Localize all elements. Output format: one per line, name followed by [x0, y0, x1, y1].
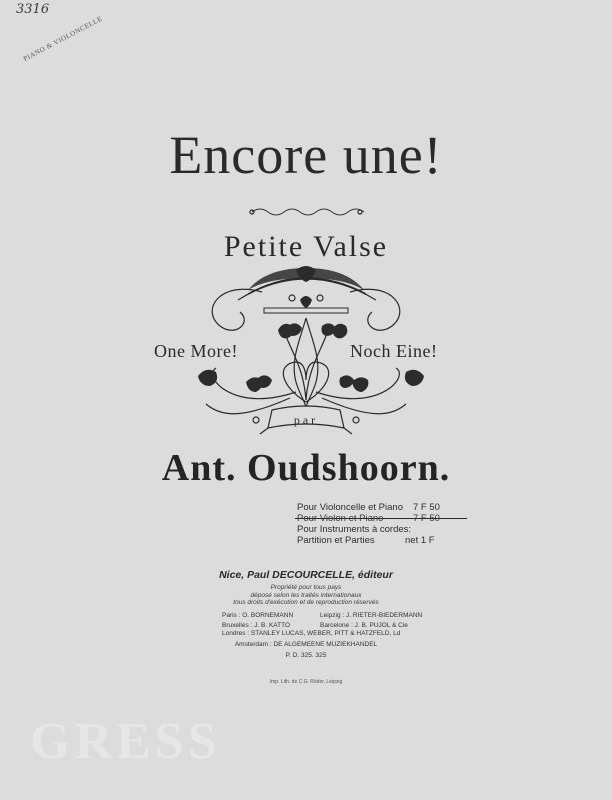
edition-row — [297, 524, 467, 535]
edition-row-struck — [297, 513, 467, 524]
english-title: One More! — [154, 341, 238, 361]
piece-title: Encore une! — [169, 125, 443, 185]
edition-label: Partition et Parties — [297, 535, 375, 546]
edition-price: net 1 F — [405, 535, 435, 546]
editions-list — [297, 502, 467, 546]
rights-line: déposé selon les traités internationaux — [250, 591, 362, 599]
amsterdam-agent: Amsterdam : DE ALGEMEENE MUZIEKHANDEL — [234, 641, 378, 648]
edition-label: Pour Violoncelle et Piano — [297, 502, 403, 513]
rights-line: Propriété pour tous pays — [270, 584, 342, 591]
strikethrough-line — [295, 518, 467, 519]
edition-price: 7 F 50 — [413, 502, 440, 513]
rights-line: tous droits d'exécution et de reproduction réservés — [233, 599, 379, 606]
agent-row — [222, 611, 472, 621]
library-stamp: PIANO & VIOLONCELLE — [22, 14, 104, 64]
agents-list — [222, 611, 472, 630]
plate-number: P. D. 325. 325 — [285, 652, 327, 659]
agent-london: Londres : STANLEY LUCAS, WEBER, PITT & HATZFELD, Ld — [222, 630, 401, 637]
german-title: Noch Eine! — [350, 341, 438, 361]
watermark: GRESS — [30, 713, 221, 770]
agent-row — [222, 621, 472, 631]
agent-right: Leipzig : J. RIETER-BIEDERMANN — [320, 612, 423, 619]
agent-left: Paris : O. BORNEMANN — [222, 612, 294, 619]
agent-left: Bruxelles : J. B. KATTO — [222, 621, 291, 629]
rights-notice — [0, 584, 612, 607]
edition-label: Pour Instruments à cordes: — [297, 524, 412, 535]
edition-row — [297, 535, 467, 546]
par-label: par — [293, 413, 319, 427]
composer-name: Ant. Oudshoorn. — [161, 447, 451, 489]
edition-row — [297, 502, 467, 513]
printer-credit: Imp. Lith. de C.G. Röder, Leipzig — [269, 679, 343, 685]
agent-right: Barcelone : J. B. PUJOL & Cie — [320, 621, 408, 629]
publisher-line: Nice, Paul DECOURCELLE, éditeur — [219, 569, 393, 581]
piece-subtitle: Petite Valse — [223, 230, 389, 263]
handwritten-number: 3316 — [16, 2, 50, 17]
